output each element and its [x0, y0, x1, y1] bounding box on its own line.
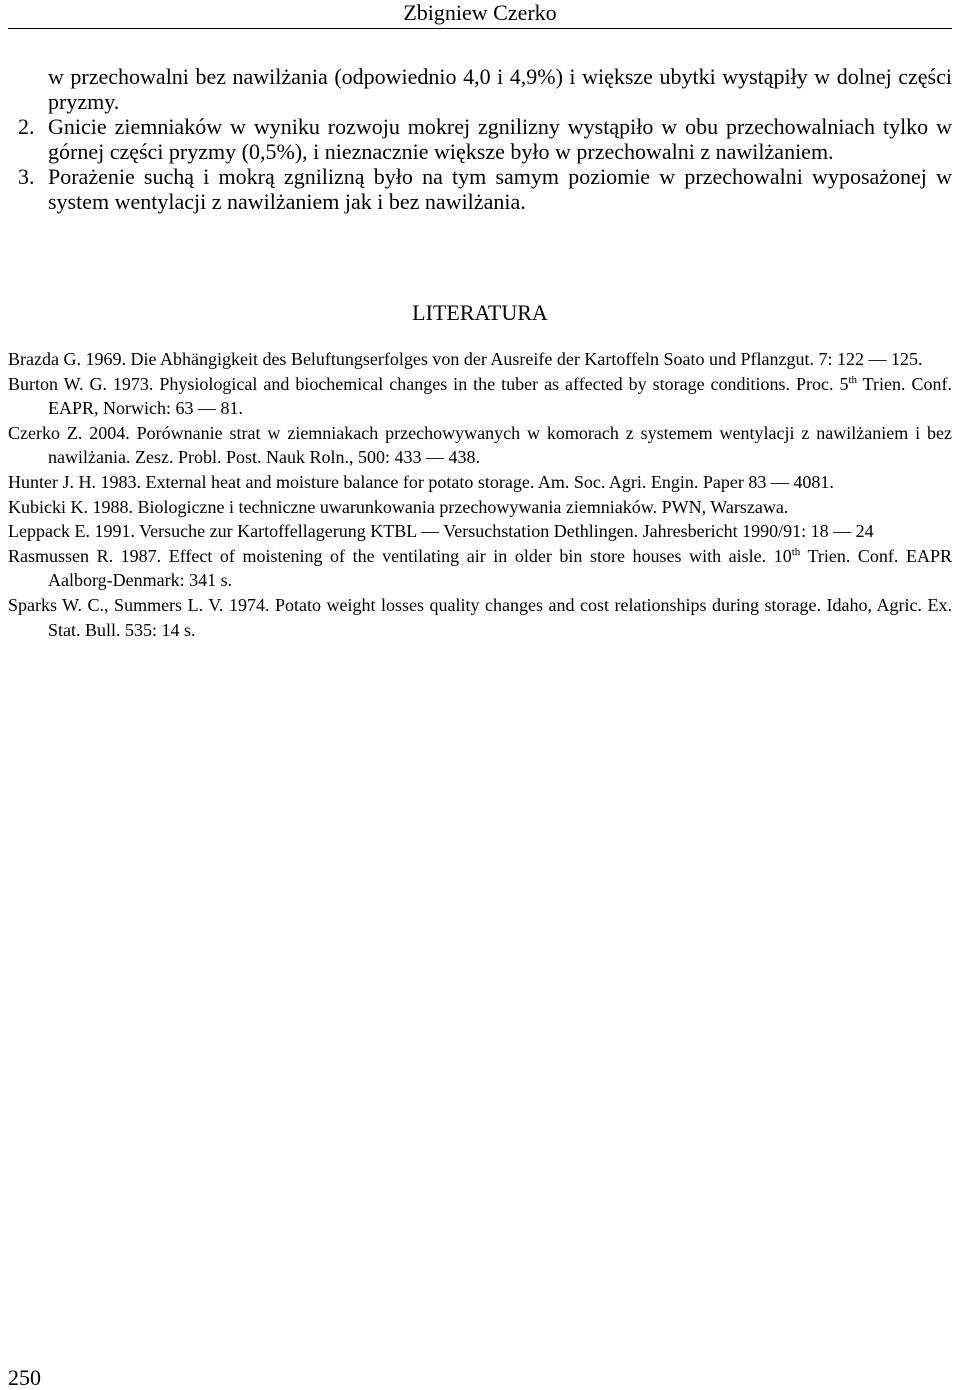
reference-author: Kubicki K. 1988.: [8, 496, 133, 517]
reference-list: [8, 347, 952, 642]
reference-superscript: th: [848, 373, 858, 386]
reference-author: Brazda G. 1969.: [8, 349, 126, 369]
reference-author: Burton W. G. 1973.: [8, 373, 154, 394]
reference-item: [8, 544, 952, 593]
reference-author: Leppack E. 1991.: [8, 521, 135, 542]
reference-author: Sparks W. C., Summers L. V. 1974.: [8, 594, 270, 615]
conclusion-number: 2.: [18, 114, 35, 139]
reference-item: [8, 421, 952, 470]
conclusion-text: Porażenie suchą i mokrą zgnilizną było na tym samym poziomie w przechowalni wyposażonej w system wentylacji z nawilżaniem jak i bez nawilżania.: [48, 164, 952, 214]
reference-item: [8, 470, 952, 495]
reference-text: Trien. Conf. EAPR, Norwich: 63 — 81.: [48, 373, 952, 419]
reference-superscript: th: [791, 545, 801, 558]
literature-heading: LITERATURA: [412, 300, 548, 325]
reference-item: [8, 347, 952, 372]
conclusion-item-2: [18, 114, 952, 164]
body-text: [18, 64, 952, 214]
reference-author: Hunter J. H. 1983.: [8, 471, 141, 492]
reference-text: Potato weight losses quality changes and cost relationships during storage. Idaho, Agric. Ex. Stat. Bull. 535: 14 s.: [48, 594, 953, 640]
running-header-author: Zbigniew Czerko: [403, 0, 557, 25]
reference-text: Versuche zur Kartoffellagerung KTBL — Versuchstation Dethlingen. Jahresbericht 1990/91: 18 — 24: [139, 521, 874, 542]
reference-text: External heat and moisture balance for potato storage. Am. Soc. Agri. Engin. Paper 83 — 4081.: [145, 471, 834, 492]
reference-text: Effect of moistening of the ventilating air in older bin store houses with aisle. 10: [168, 545, 792, 566]
page-number: 250: [8, 1365, 41, 1390]
reference-author: Rasmussen R. 1987.: [8, 545, 162, 566]
reference-text: Trien. Conf. EAPR Aalborg-Denmark: 341 s.: [48, 545, 952, 591]
reference-item: [8, 495, 952, 520]
reference-text: Biologiczne i techniczne uwarunkowania przechowywania ziemniaków. PWN, Warszawa.: [137, 496, 789, 517]
continuation-paragraph: w przechowalni bez nawilżania (odpowiednio 4,0 i 4,9%) i większe ubytki wystąpiły w dolnej części pryzmy.: [48, 64, 952, 114]
reference-item: [8, 519, 952, 544]
reference-item: [8, 593, 952, 642]
reference-item: [8, 372, 952, 421]
reference-author: Czerko Z. 2004.: [8, 422, 130, 443]
reference-text: Die Abhängigkeit des Beluftungserfolges von der Ausreife der Kartoffeln Soato und Pflanzgut. 7: 122 — 125.: [130, 349, 923, 369]
header-rule: [8, 28, 952, 29]
conclusion-number: 3.: [18, 164, 35, 189]
conclusion-item-3: [18, 164, 952, 214]
conclusion-text: Gnicie ziemniaków w wyniku rozwoju mokrej zgnilizny wystąpiło w obu przechowalniach tylko w górnej części pryzmy (0,5%), i nieznacznie większe było w przechowalni z nawilżaniem.: [48, 114, 952, 164]
reference-text: Physiological and biochemical changes in the tuber as affected by storage conditions. Proc. 5: [159, 373, 849, 394]
reference-text: Porównanie strat w ziemniakach przechowywanych w komorach z systemem wentylacji z nawilżaniem i bez nawilżania. Zesz. Probl. Post. Nauk Roln., 500: 433 — 438.: [48, 422, 953, 468]
